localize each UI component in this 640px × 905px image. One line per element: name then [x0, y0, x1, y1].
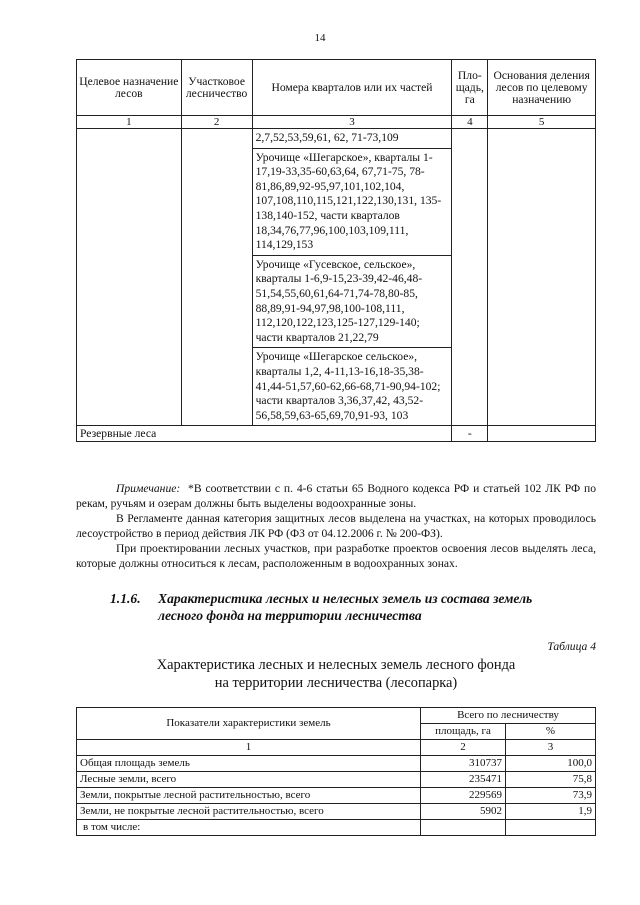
- table-row: [77, 788, 596, 804]
- reserve-forests-label: Резервные леса: [77, 426, 452, 442]
- section-number: 1.1.6.: [110, 591, 141, 606]
- header-total: Всего по лесничеству: [421, 708, 596, 724]
- table-title-line1: Характеристика лесных и нелесных земель лесного фонда: [156, 657, 516, 673]
- reserve-forests-area: -: [452, 426, 488, 442]
- row-name: в том числе:: [77, 820, 421, 836]
- col-number: 3: [252, 116, 452, 129]
- note-paragraph-1: *В соответствии с п. 4-6 статьи 65 Водного кодекса РФ и статьей 102 ЛК РФ по рекам, ручьям и озерам должны быть выделены водоохранные зоны.: [76, 482, 596, 510]
- table-row: [77, 772, 596, 788]
- table-title: [76, 656, 596, 692]
- col-number: 1: [77, 116, 182, 129]
- header-basis: Основания деления лесов по целевому назначению: [488, 60, 596, 116]
- forest-purpose-table: [76, 59, 596, 442]
- section-heading: [110, 590, 596, 624]
- row-name: Общая площадь земель: [77, 756, 421, 772]
- note-paragraph-3: При проектировании лесных участков, при разработке проектов освоения лесов выделять леса, которые должны относиться к лесам, расположенным в водоохранных зонах.: [76, 542, 596, 570]
- reserve-forests-basis: [488, 426, 596, 442]
- row-area: [421, 820, 506, 836]
- row-percent: 1,9: [506, 804, 596, 820]
- table-label: Таблица 4: [547, 640, 596, 653]
- header-percent: %: [506, 724, 596, 740]
- row-name: Земли, покрытые лесной растительностью, всего: [77, 788, 421, 804]
- header-indicator: Показатели характеристики земель: [77, 708, 421, 740]
- note-paragraph-2: В Регламенте данная категория защитных лесов выделена на участках, на которых проводилось лесоустройство в период действия ЛК РФ (ФЗ от 04.12.2006 г. № 200-ФЗ).: [76, 512, 596, 540]
- note-block: [76, 481, 596, 571]
- row-area: 235471: [421, 772, 506, 788]
- header-quarters: Номера кварталов или их частей: [252, 60, 452, 116]
- quarters-cell: [252, 129, 452, 426]
- row-area: 310737: [421, 756, 506, 772]
- row-area: 229569: [421, 788, 506, 804]
- row-percent: 73,9: [506, 788, 596, 804]
- row-percent: 100,0: [506, 756, 596, 772]
- row-area: 5902: [421, 804, 506, 820]
- note-label: Примечание:: [116, 482, 181, 495]
- col-number: 2: [421, 740, 506, 756]
- row-name: Лесные земли, всего: [77, 772, 421, 788]
- row-percent: [506, 820, 596, 836]
- table-row: [77, 820, 596, 836]
- header-area: Пло-щадь, га: [452, 60, 488, 116]
- col-number: 4: [452, 116, 488, 129]
- header-purpose: Целевое назначение лесов: [77, 60, 182, 116]
- quarters-entry: Урочище «Шегарское сельское», кварталы 1,2, 4-11,13-16,18-35,38-41,44-51,57,60-62,66-68,71-90,94-102; части кварталов 3,36,37,42, 43,52-56,58,59,63-65,69,70,91-93, 103: [255, 350, 441, 422]
- purpose-cell: [77, 129, 182, 426]
- district-cell: [181, 129, 252, 426]
- section-title-line2: лесного фонда на территории лесничества: [158, 608, 422, 623]
- row-name: Земли, не покрытые лесной растительностью, всего: [77, 804, 421, 820]
- section-title-line1: Характеристика лесных и нелесных земель из состава земель: [158, 591, 533, 606]
- area-cell: [452, 129, 488, 426]
- col-number: 5: [488, 116, 596, 129]
- page-number: 14: [314, 32, 326, 44]
- quarters-entry: Урочище «Шегарское», кварталы 1-17,19-33,35-60,63,64, 67,71-75, 78-81,86,89,92-95,97,101,102,104, 107,108,110,115,121,122,130,131, 135-138,140-152, части кварталов 18,34,76,77,96,100,103,109,111, 114,129,153: [253, 149, 452, 256]
- land-characteristics-table: [76, 707, 596, 836]
- table-row: [77, 804, 596, 820]
- col-number: 2: [181, 116, 252, 129]
- row-percent: 75,8: [506, 772, 596, 788]
- basis-cell: [488, 129, 596, 426]
- header-district: Участковое лесничество: [181, 60, 252, 116]
- header-area-ha: площадь, га: [421, 724, 506, 740]
- table-title-line2: на территории лесничества (лесопарка): [214, 675, 458, 691]
- col-number: 3: [506, 740, 596, 756]
- quarters-entry: 2,7,52,53,59,61, 62, 71-73,109: [253, 129, 452, 149]
- col-number: 1: [77, 740, 421, 756]
- quarters-entry: Урочище «Гусевское, сельское», кварталы 1-6,9-15,23-39,42-46,48-51,54,55,60,61,64-71,74-78,80-85, 88,89,91-94,97,98,100-108,111, 112,120,122,123,125-127,129-140; части кварталов 21,22,79: [253, 256, 452, 349]
- table-row: [77, 756, 596, 772]
